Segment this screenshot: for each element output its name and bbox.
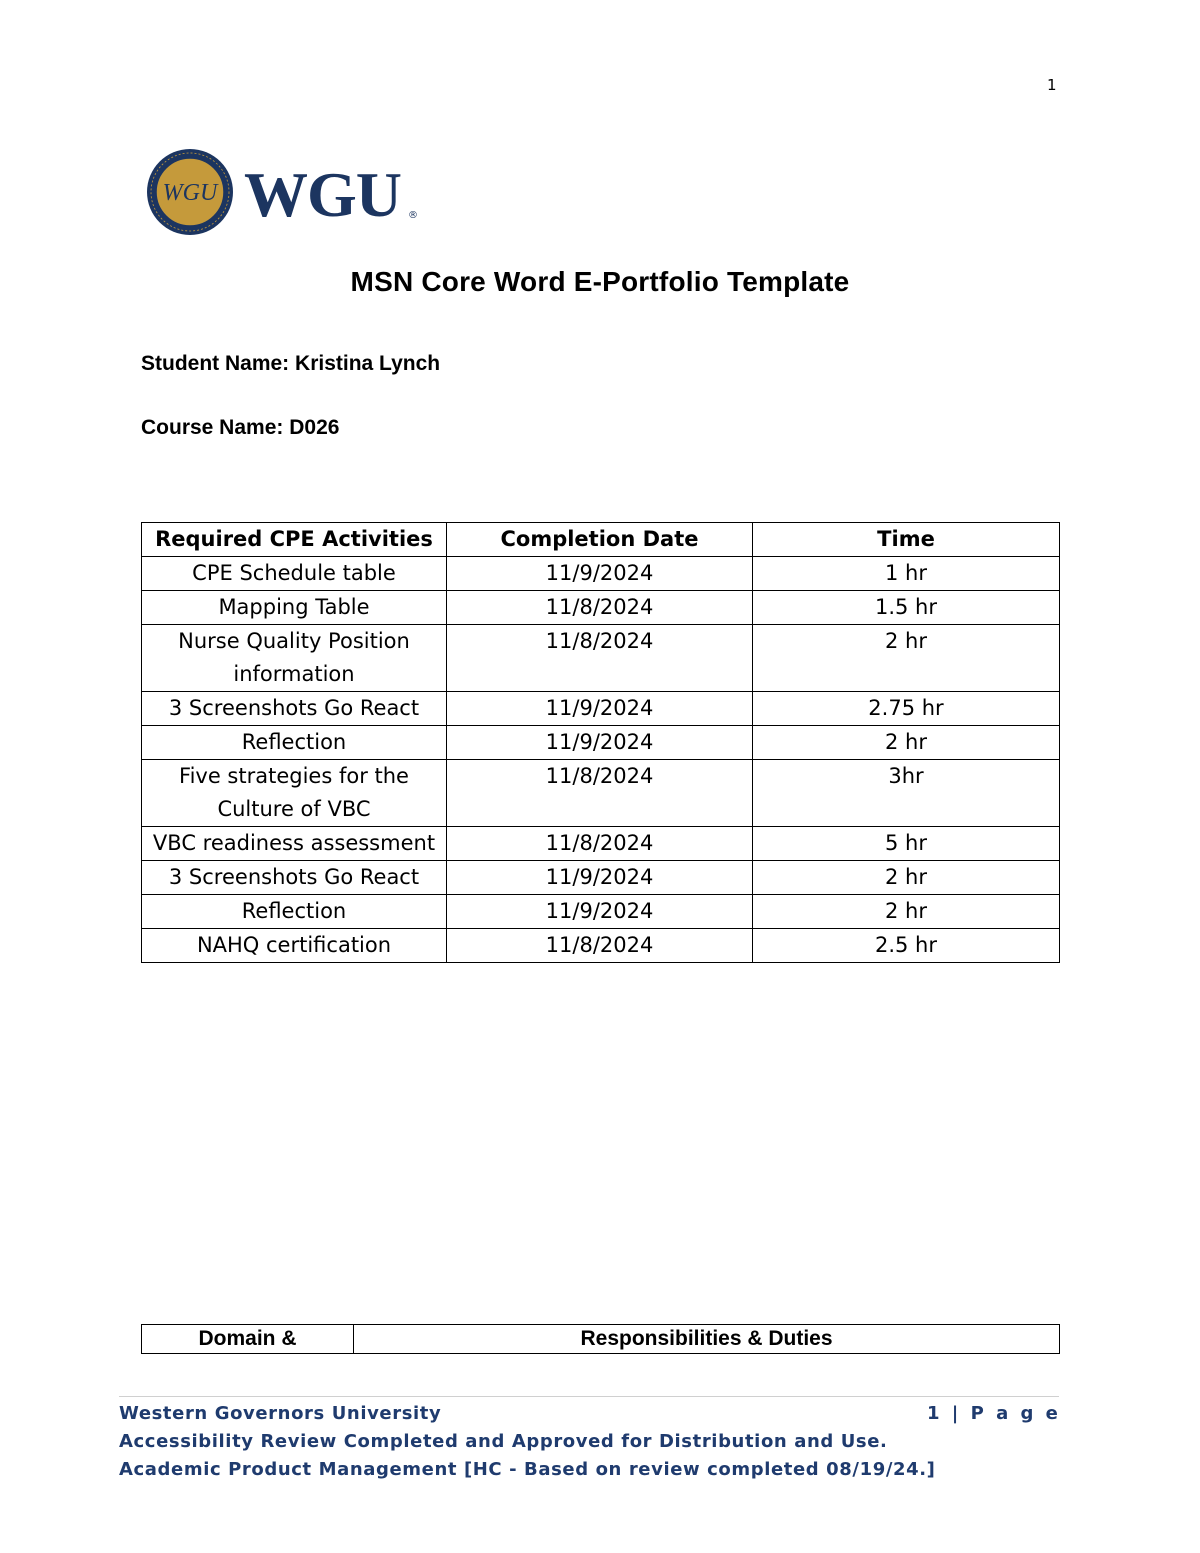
course-name-label: Course Name:: [141, 416, 284, 439]
student-name-value: Kristina Lynch: [295, 352, 441, 375]
activity-cell: Mapping Table: [142, 591, 447, 625]
time-cell: 2 hr: [753, 625, 1060, 692]
wgu-logo: [146, 148, 426, 238]
date-cell: 11/9/2024: [447, 895, 753, 929]
column-header-time: Time: [753, 523, 1060, 557]
table-row: [142, 625, 1060, 692]
footer-university-name: Western Governors University: [119, 1403, 442, 1424]
activity-cell: 3 Screenshots Go React: [142, 692, 447, 726]
table-row: [142, 827, 1060, 861]
registered-mark-icon: ®: [408, 210, 418, 221]
time-cell: 2 hr: [753, 895, 1060, 929]
date-cell: 11/8/2024: [447, 929, 753, 963]
footer-review-note: Academic Product Management [HC - Based on review completed 08/19/24.]: [119, 1459, 936, 1480]
date-cell: 11/8/2024: [447, 591, 753, 625]
date-cell: 11/8/2024: [447, 760, 753, 827]
table-row: [142, 760, 1060, 827]
activity-cell: Five strategies for the Culture of VBC: [142, 760, 447, 827]
activity-cell: VBC readiness assessment: [142, 827, 447, 861]
column-header-responsibilities: Responsibilities & Duties: [354, 1325, 1060, 1354]
cpe-activities-table: [141, 522, 1060, 963]
column-header-activity: Required CPE Activities: [142, 523, 447, 557]
table-row: [142, 929, 1060, 963]
table-row: [142, 692, 1060, 726]
university-seal-icon: [147, 149, 233, 235]
activity-cell: Nurse Quality Position information: [142, 625, 447, 692]
course-name-value: D026: [289, 416, 340, 439]
date-cell: 11/9/2024: [447, 726, 753, 760]
document-title: MSN Core Word E-Portfolio Template: [350, 266, 850, 297]
date-cell: 11/8/2024: [447, 625, 753, 692]
time-cell: 2.5 hr: [753, 929, 1060, 963]
time-cell: 2.75 hr: [753, 692, 1060, 726]
activity-cell: 3 Screenshots Go React: [142, 861, 447, 895]
column-header-domain: Domain &: [142, 1325, 354, 1354]
student-name-line: [141, 352, 440, 376]
activity-cell: CPE Schedule table: [142, 557, 447, 591]
time-cell: 1 hr: [753, 557, 1060, 591]
table-row: [142, 591, 1060, 625]
date-cell: 11/9/2024: [447, 692, 753, 726]
activity-cell: NAHQ certification: [142, 929, 447, 963]
table-header-row: [142, 1325, 1060, 1354]
date-cell: 11/8/2024: [447, 827, 753, 861]
column-header-completion-date: Completion Date: [447, 523, 753, 557]
table-header-row: [142, 523, 1060, 557]
date-cell: 11/9/2024: [447, 861, 753, 895]
time-cell: 1.5 hr: [753, 591, 1060, 625]
footer-page-label: 1 | P a g e: [927, 1403, 1061, 1424]
time-cell: 3hr: [753, 760, 1060, 827]
table-row: [142, 726, 1060, 760]
footer-divider: [119, 1396, 1059, 1397]
time-cell: 2 hr: [753, 861, 1060, 895]
table-row: [142, 895, 1060, 929]
wgu-wordmark: WGU: [244, 159, 401, 230]
activity-cell: Reflection: [142, 895, 447, 929]
date-cell: 11/9/2024: [447, 557, 753, 591]
time-cell: 2 hr: [753, 726, 1060, 760]
student-name-label: Student Name:: [141, 352, 290, 375]
time-cell: 5 hr: [753, 827, 1060, 861]
table-row: [142, 861, 1060, 895]
table-row: [142, 557, 1060, 591]
footer-line-1: [119, 1403, 1061, 1424]
activity-cell: Reflection: [142, 726, 447, 760]
domain-responsibilities-table: [141, 1324, 1060, 1354]
footer-accessibility-note: Accessibility Review Completed and Approved for Distribution and Use.: [119, 1431, 888, 1452]
course-name-line: [141, 416, 339, 440]
seal-monogram: WGU: [162, 180, 218, 206]
page-number: 1: [1047, 76, 1057, 94]
